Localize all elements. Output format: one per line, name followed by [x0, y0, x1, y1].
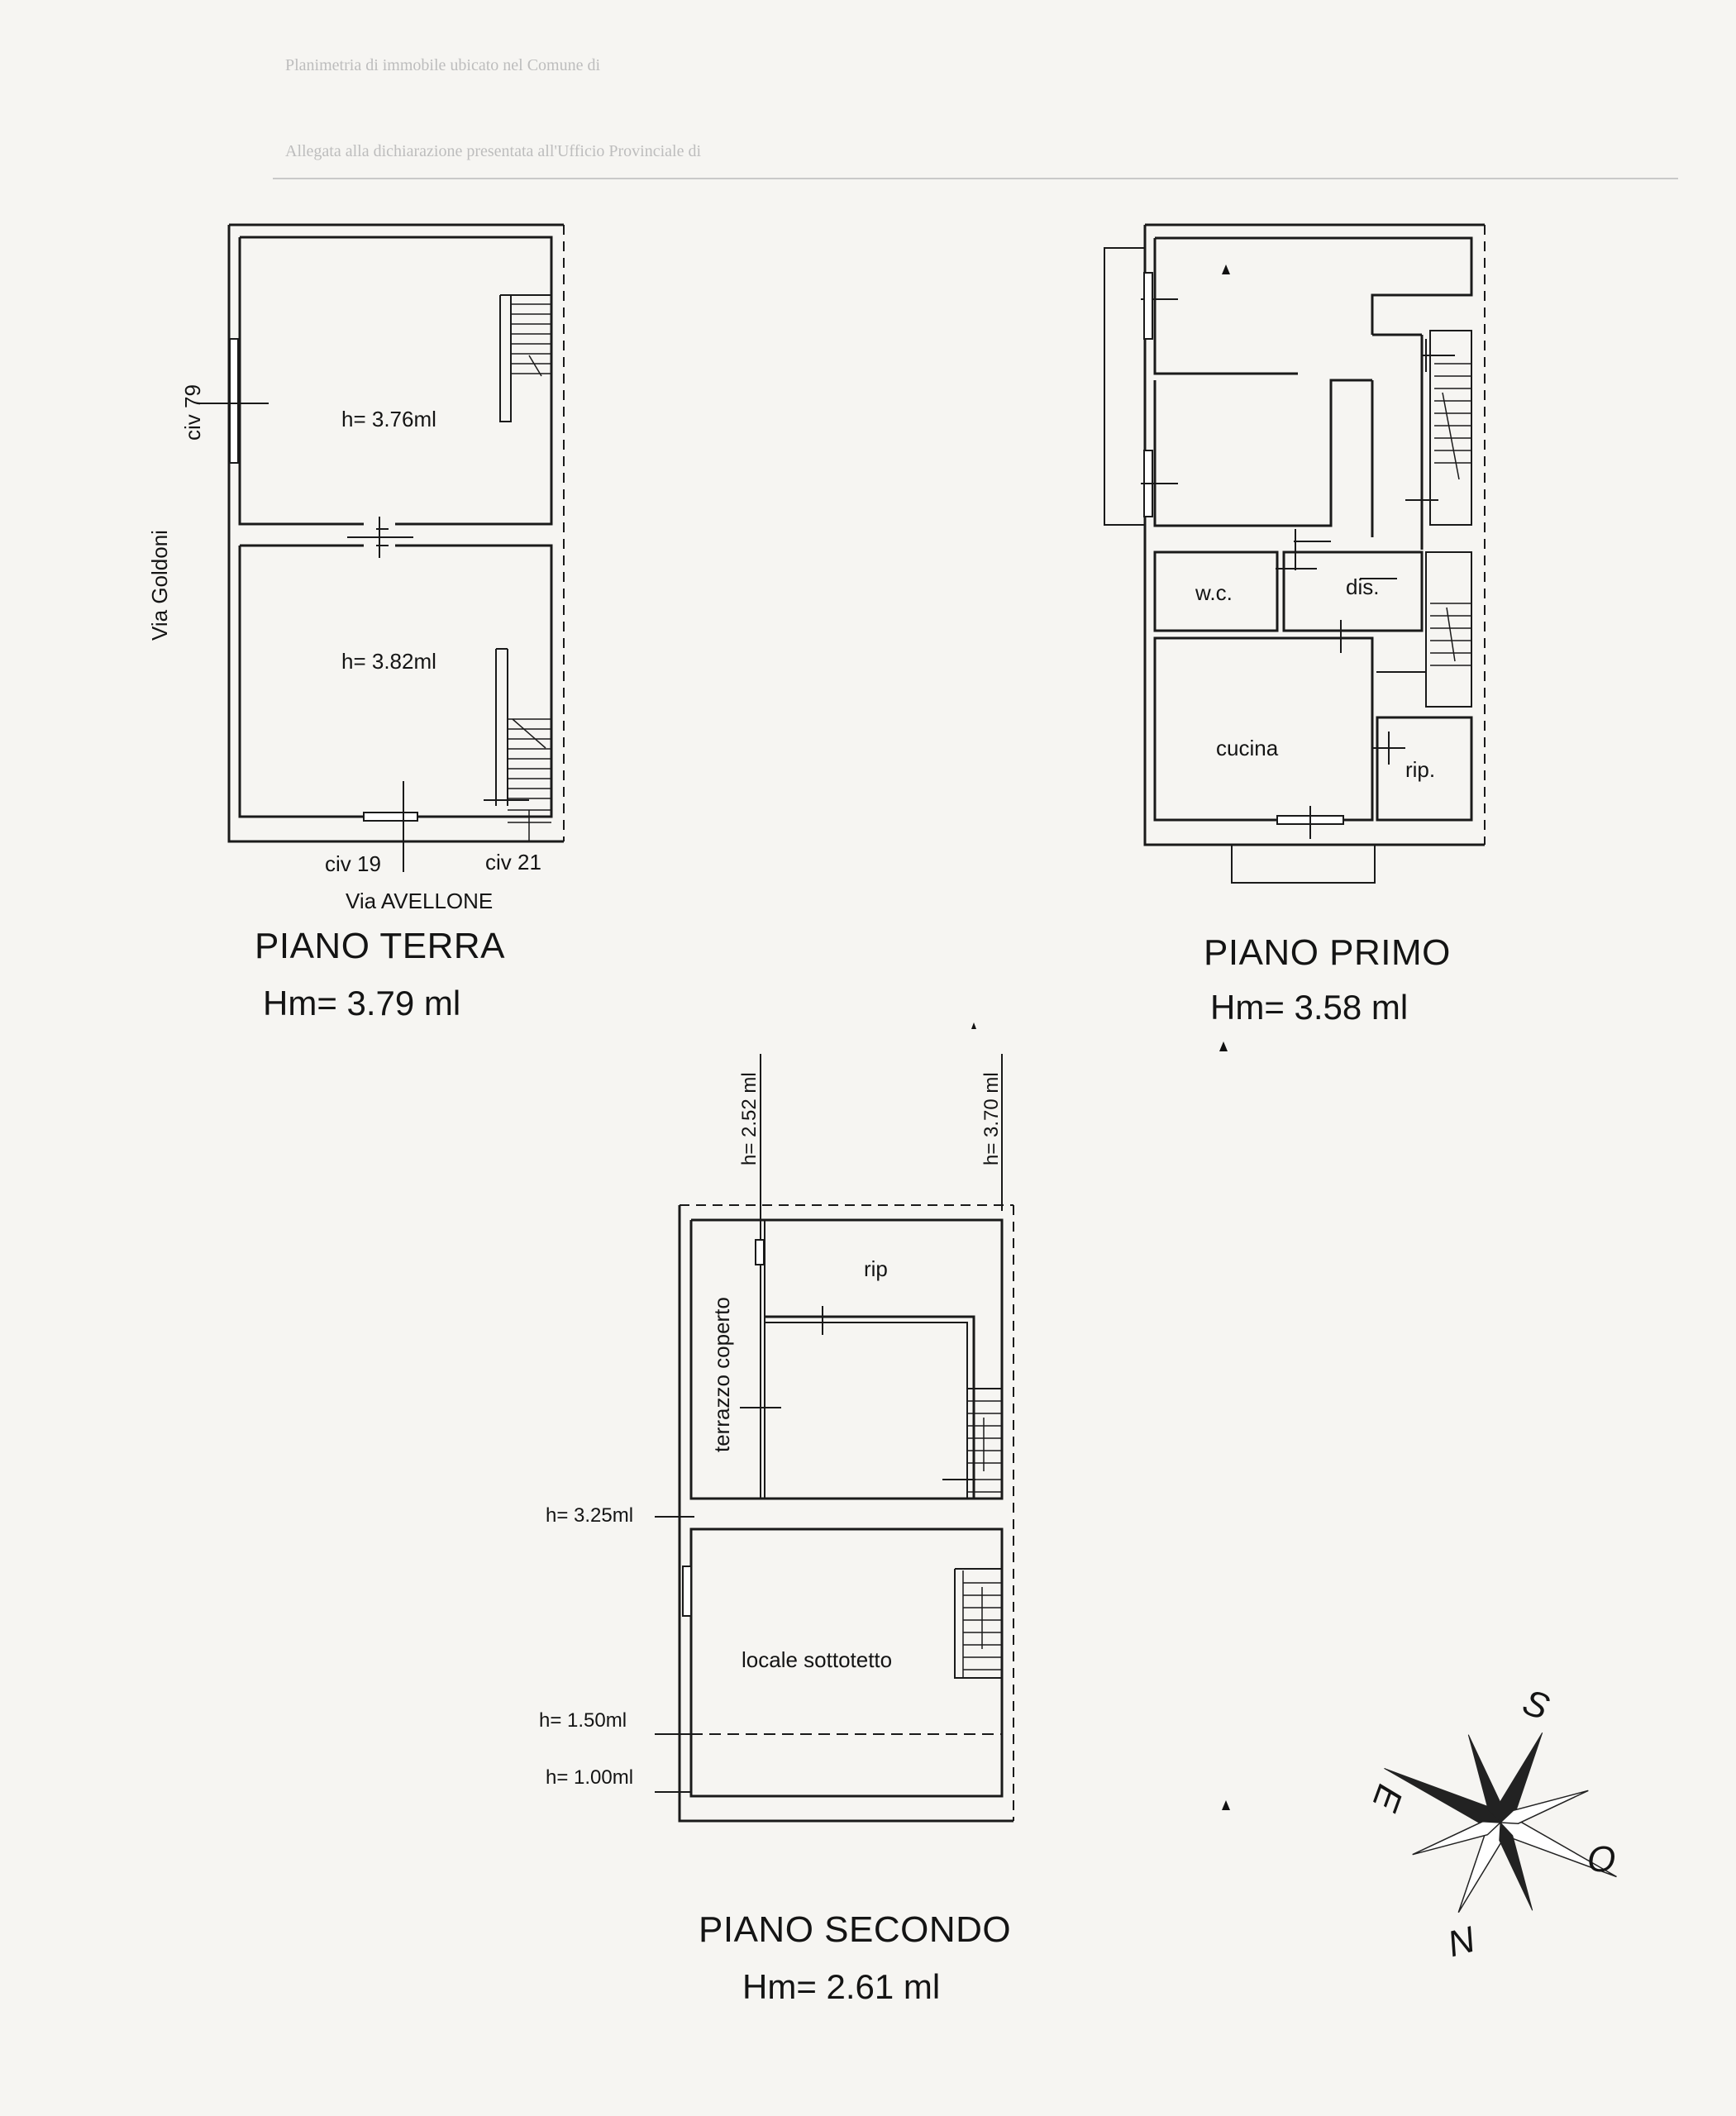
ground-floor-avg-height: Hm= 3.79 ml [263, 984, 461, 1022]
second-height-150: h= 1.50ml [539, 1709, 627, 1732]
first-floor-title: PIANO PRIMO [1204, 932, 1451, 973]
ground-civ-left: civ 79 [180, 384, 205, 441]
header-line-2: Allegata alla dichiarazione presentata all'Ufficio Provinciale di [285, 142, 702, 160]
header-line-1: Planimetria di immobile ubicato nel Comune di [285, 56, 601, 74]
ground-civ-bottom-a: civ 19 [325, 851, 381, 876]
second-floor-avg-height: Hm= 2.61 ml [742, 1967, 941, 2006]
second-floor-title: PIANO SECONDO [699, 1909, 1012, 1950]
first-floor-avg-height: Hm= 3.58 ml [1210, 988, 1409, 1027]
first-room-dis: dis. [1346, 574, 1380, 599]
ground-civ-bottom-b: civ 21 [485, 850, 541, 875]
second-room-terrace: terrazzo coperto [709, 1297, 734, 1452]
ground-floor-plan [198, 225, 564, 872]
ground-street-left: Via Goldoni [147, 530, 172, 641]
ground-street-bottom: Via AVELLONE [346, 889, 494, 913]
scan-marks [971, 264, 1230, 1810]
second-height-252: h= 2.52 ml [738, 1072, 761, 1165]
compass-east-label: E [1364, 1779, 1411, 1817]
second-height-370: h= 3.70 ml [980, 1072, 1003, 1165]
ground-room-bottom-height: h= 3.82ml [341, 649, 436, 674]
compass-south-label: S [1517, 1681, 1555, 1728]
second-room-attic: locale sottotetto [742, 1647, 893, 1672]
ground-room-top-height: h= 3.76ml [341, 407, 436, 431]
first-floor-plan [1104, 225, 1485, 883]
first-room-wc: w.c. [1195, 580, 1233, 605]
first-room-cucina: cucina [1216, 736, 1279, 760]
compass-north-label: N [1443, 1918, 1480, 1966]
second-height-100: h= 1.00ml [546, 1766, 634, 1789]
second-room-rip: rip [864, 1256, 888, 1281]
compass-rose [1343, 1679, 1658, 1967]
first-room-rip: rip. [1405, 757, 1436, 782]
second-height-325: h= 3.25ml [546, 1504, 634, 1527]
compass-west-label: O [1587, 1839, 1616, 1880]
ground-floor-title: PIANO TERRA [255, 926, 505, 966]
